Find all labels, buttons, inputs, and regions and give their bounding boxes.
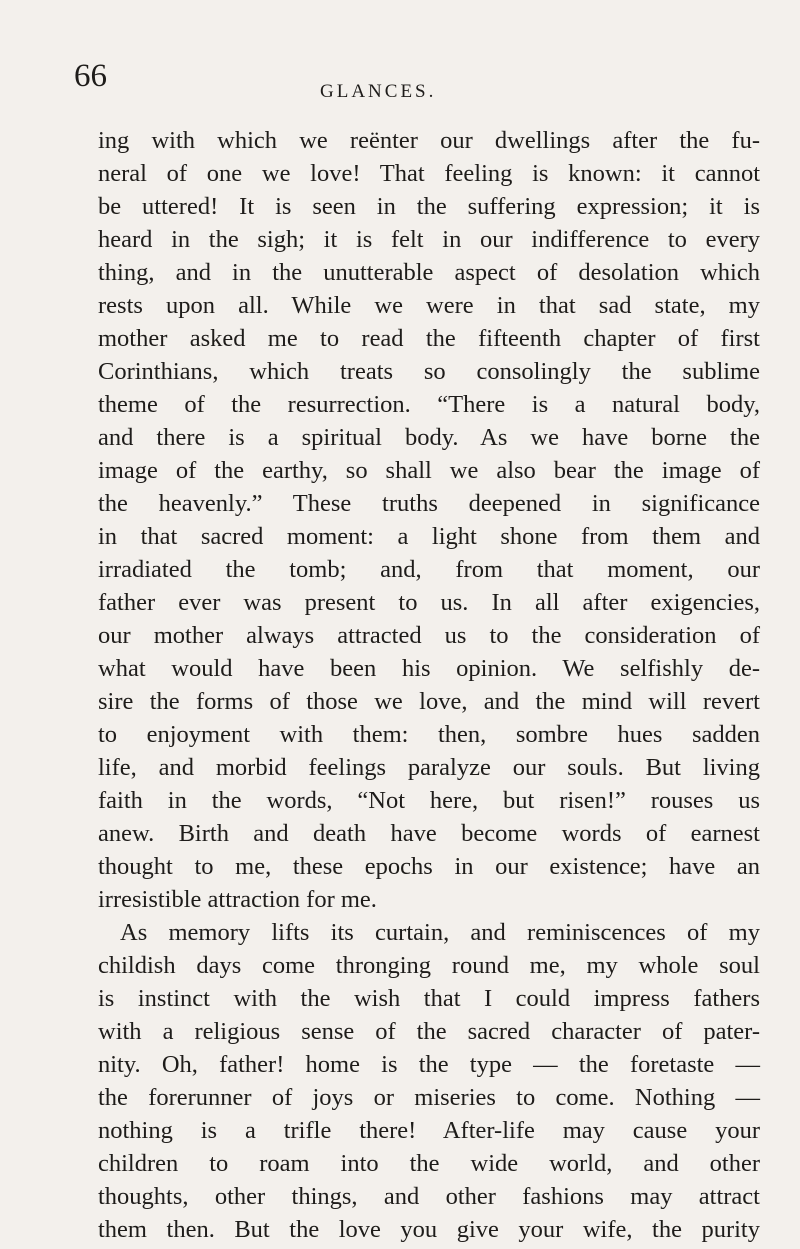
text-line: nity. Oh, father! home is the type — the foretaste — xyxy=(98,1051,760,1078)
text-line: sire the forms of those we love, and the mind will revert xyxy=(98,688,760,715)
text-line: rests upon all. While we were in that sad state, my xyxy=(98,292,760,319)
text-line: with a religious sense of the sacred character of pater- xyxy=(98,1018,760,1045)
text-line: nothing is a trifle there! After-life may cause your xyxy=(98,1117,760,1144)
page-number: 66 xyxy=(74,58,107,94)
text-line: Corinthians, which treats so consolingly the sublime xyxy=(98,358,760,385)
text-line: father ever was present to us. In all after exigencies, xyxy=(98,589,760,616)
text-line: is instinct with the wish that I could impress fathers xyxy=(98,985,760,1012)
text-line: ing with which we reënter our dwellings after the fu- xyxy=(98,127,760,154)
text-line: As memory lifts its curtain, and reminiscences of my xyxy=(120,919,760,946)
text-line: children to roam into the wide world, and other xyxy=(98,1150,760,1177)
text-line: life, and morbid feelings paralyze our souls. But living xyxy=(98,754,760,781)
text-line: them then. But the love you give your wife, the purity xyxy=(98,1216,760,1243)
text-line: be uttered! It is seen in the suffering expression; it is xyxy=(98,193,760,220)
body-text xyxy=(98,124,760,1246)
running-title: GLANCES. xyxy=(320,81,437,102)
text-line: childish days come thronging round me, my whole soul xyxy=(98,952,760,979)
text-line: thoughts, other things, and other fashions may attract xyxy=(98,1183,760,1210)
text-line: image of the earthy, so shall we also bear the image of xyxy=(98,457,760,484)
text-line: our mother always attracted us to the consideration of xyxy=(98,622,760,649)
text-line: irradiated the tomb; and, from that moment, our xyxy=(98,556,760,583)
text-line: the heavenly.” These truths deepened in significance xyxy=(98,490,760,517)
paragraph xyxy=(98,916,760,1246)
text-line: irresistible attraction for me. xyxy=(98,886,377,913)
text-line: theme of the resurrection. “There is a natural body, xyxy=(98,391,760,418)
text-line: to enjoyment with them: then, sombre hues sadden xyxy=(98,721,760,748)
text-line: thought to me, these epochs in our existence; have an xyxy=(98,853,760,880)
paragraph xyxy=(98,124,760,916)
text-line: heard in the sigh; it is felt in our indifference to every xyxy=(98,226,760,253)
text-line: anew. Birth and death have become words of earnest xyxy=(98,820,760,847)
text-line: what would have been his opinion. We selfishly de- xyxy=(98,655,760,682)
text-line: faith in the words, “Not here, but risen!” rouses us xyxy=(98,787,760,814)
text-line: mother asked me to read the fifteenth chapter of first xyxy=(98,325,760,352)
text-line: the forerunner of joys or miseries to come. Nothing — xyxy=(98,1084,760,1111)
text-line: and there is a spiritual body. As we have borne the xyxy=(98,424,760,451)
text-line: in that sacred moment: a light shone from them and xyxy=(98,523,760,550)
text-line: neral of one we love! That feeling is known: it cannot xyxy=(98,160,760,187)
text-line: thing, and in the unutterable aspect of desolation which xyxy=(98,259,760,286)
